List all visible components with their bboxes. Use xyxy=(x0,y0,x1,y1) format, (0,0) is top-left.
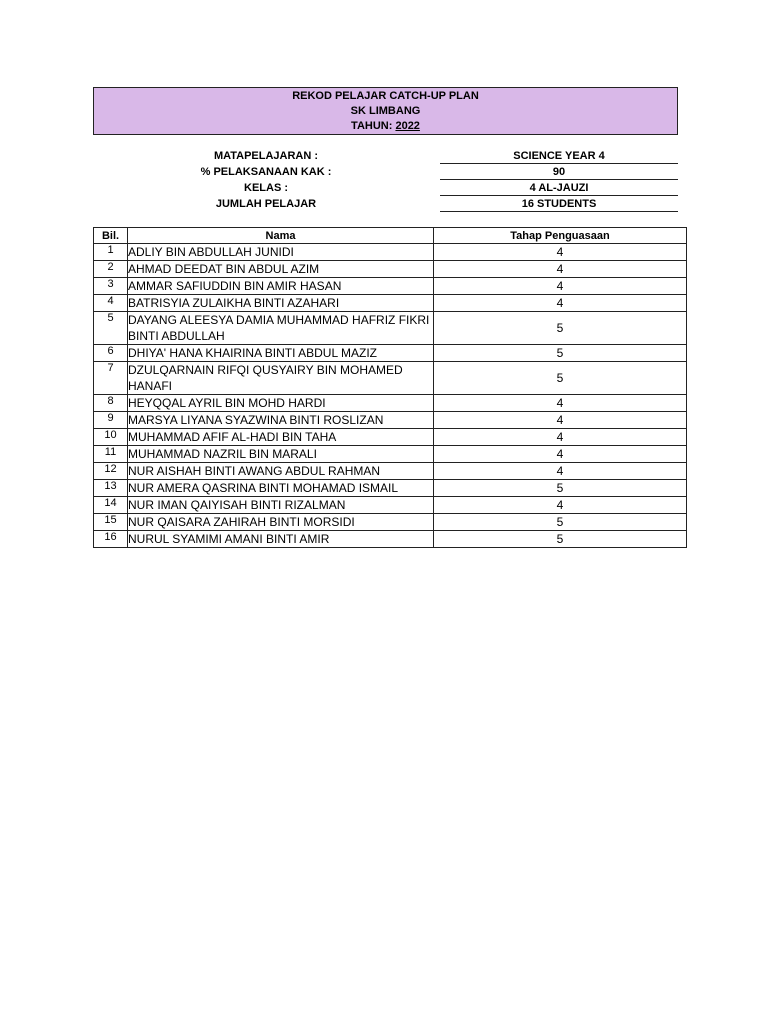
student-table xyxy=(93,227,687,548)
column-header-bil: Bil. xyxy=(94,228,128,244)
row-number: 15 xyxy=(94,514,128,531)
student-rows xyxy=(94,244,687,548)
row-number: 7 xyxy=(94,362,128,395)
mastery-level: 4 xyxy=(434,412,687,429)
table-header-row xyxy=(94,228,687,244)
mastery-level: 4 xyxy=(434,295,687,312)
total-students-value: 16 STUDENTS xyxy=(440,197,678,212)
mastery-level: 5 xyxy=(434,345,687,362)
student-name: MUHAMMAD AFIF AL-HADI BIN TAHA xyxy=(128,429,434,446)
class-value: 4 AL-JAUZI xyxy=(440,181,678,196)
mastery-level: 5 xyxy=(434,480,687,497)
student-name: DHIYA' HANA KHAIRINA BINTI ABDUL MAZIZ xyxy=(128,345,434,362)
student-name: MARSYA LIYANA SYAZWINA BINTI ROSLIZAN xyxy=(128,412,434,429)
mastery-level: 4 xyxy=(434,278,687,295)
student-name: NUR AISHAH BINTI AWANG ABDUL RAHMAN xyxy=(128,463,434,480)
class-label: KELAS : xyxy=(244,182,288,194)
table-row xyxy=(94,463,687,480)
table-row xyxy=(94,531,687,548)
year-value: 2022 xyxy=(395,119,420,132)
table-row xyxy=(94,429,687,446)
student-name: NUR AMERA QASRINA BINTI MOHAMAD ISMAIL xyxy=(128,480,434,497)
table-row xyxy=(94,295,687,312)
student-name: AHMAD DEEDAT BIN ABDUL AZIM xyxy=(128,261,434,278)
row-number: 8 xyxy=(94,395,128,412)
row-number: 2 xyxy=(94,261,128,278)
row-number: 13 xyxy=(94,480,128,497)
student-name: BATRISYIA ZULAIKHA BINTI AZAHARI xyxy=(128,295,434,312)
record-header xyxy=(93,87,678,135)
row-number: 3 xyxy=(94,278,128,295)
table-row xyxy=(94,497,687,514)
implementation-label: % PELAKSANAAN KAK : xyxy=(200,166,332,178)
row-number: 1 xyxy=(94,244,128,261)
row-number: 5 xyxy=(94,312,128,345)
mastery-level: 4 xyxy=(434,429,687,446)
student-name: NUR QAISARA ZAHIRAH BINTI MORSIDI xyxy=(128,514,434,531)
table-row xyxy=(94,480,687,497)
mastery-level: 5 xyxy=(434,312,687,345)
row-number: 6 xyxy=(94,345,128,362)
implementation-value: 90 xyxy=(440,165,678,180)
mastery-level: 4 xyxy=(434,261,687,278)
year-line xyxy=(351,119,420,134)
column-header-nama: Nama xyxy=(128,228,434,244)
table-row xyxy=(94,412,687,429)
mastery-level: 4 xyxy=(434,395,687,412)
row-number: 4 xyxy=(94,295,128,312)
table-row xyxy=(94,244,687,261)
record-title: REKOD PELAJAR CATCH-UP PLAN xyxy=(292,89,479,102)
table-row xyxy=(94,312,687,345)
row-number: 11 xyxy=(94,446,128,463)
student-name: HEYQQAL AYRIL BIN MOHD HARDI xyxy=(128,395,434,412)
row-number: 10 xyxy=(94,429,128,446)
mastery-level: 4 xyxy=(434,446,687,463)
mastery-level: 4 xyxy=(434,497,687,514)
table-row xyxy=(94,278,687,295)
subject-value: SCIENCE YEAR 4 xyxy=(440,149,678,164)
subject-label: MATAPELAJARAN : xyxy=(213,150,319,162)
table-row xyxy=(94,395,687,412)
school-name: SK LIMBANG xyxy=(350,104,421,117)
student-name: AMMAR SAFIUDDIN BIN AMIR HASAN xyxy=(128,278,434,295)
student-name: DZULQARNAIN RIFQI QUSYAIRY BIN MOHAMED HANAFI xyxy=(128,362,434,395)
mastery-level: 5 xyxy=(434,514,687,531)
table-row xyxy=(94,514,687,531)
student-name: NUR IMAN QAIYISAH BINTI RIZALMAN xyxy=(128,497,434,514)
table-row xyxy=(94,345,687,362)
row-number: 14 xyxy=(94,497,128,514)
total-students-label: JUMLAH PELAJAR xyxy=(215,198,317,210)
mastery-level: 5 xyxy=(434,531,687,548)
mastery-level: 5 xyxy=(434,362,687,395)
student-name: DAYANG ALEESYA DAMIA MUHAMMAD HAFRIZ FIKRI BINTI ABDULLAH xyxy=(128,312,434,345)
student-name: MUHAMMAD NAZRIL BIN MARALI xyxy=(128,446,434,463)
student-name: ADLIY BIN ABDULLAH JUNIDI xyxy=(128,244,434,261)
row-number: 12 xyxy=(94,463,128,480)
column-header-tahap: Tahap Penguasaan xyxy=(434,228,687,244)
table-row xyxy=(94,261,687,278)
table-row xyxy=(94,362,687,395)
table-row xyxy=(94,446,687,463)
row-number: 16 xyxy=(94,531,128,548)
mastery-level: 4 xyxy=(434,244,687,261)
year-label: TAHUN: xyxy=(351,119,396,132)
row-number: 9 xyxy=(94,412,128,429)
student-name: NURUL SYAMIMI AMANI BINTI AMIR xyxy=(128,531,434,548)
mastery-level: 4 xyxy=(434,463,687,480)
